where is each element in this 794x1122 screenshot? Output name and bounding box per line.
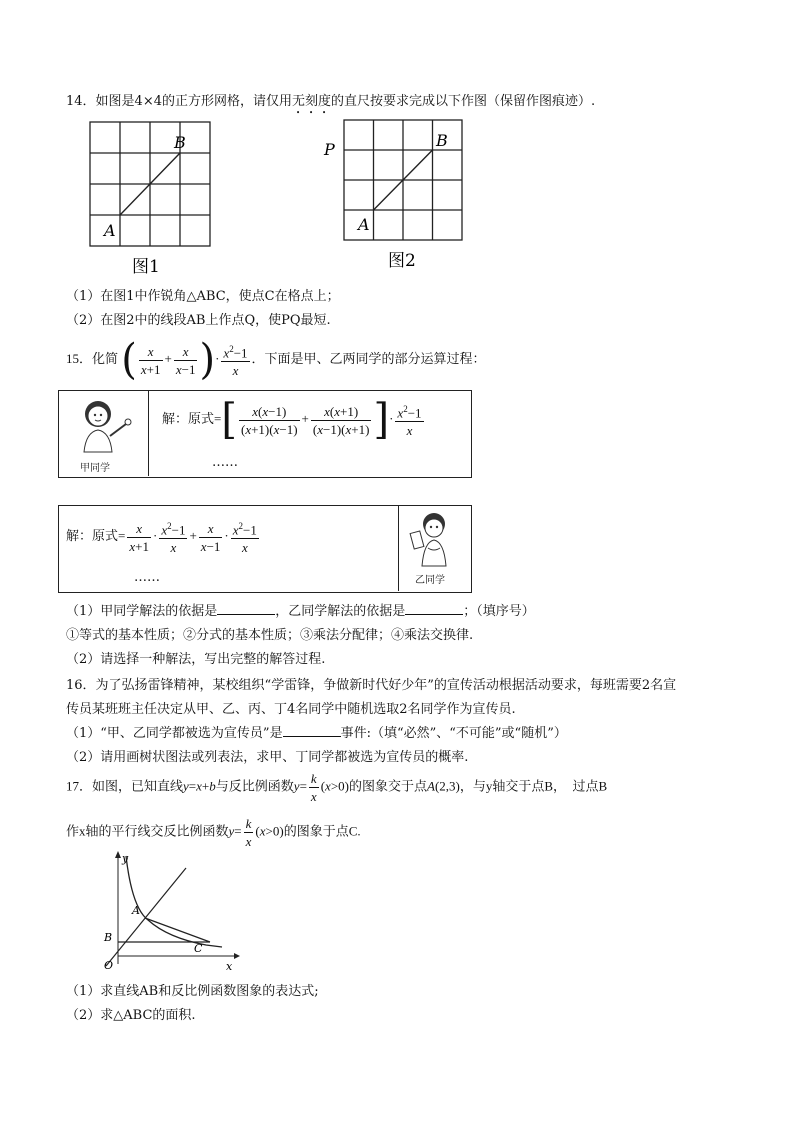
q16-part1: （1）“甲、乙同学都被选为宣传员”是 事件:（填“必然”、“不可能”或“随机”） [66, 726, 567, 741]
segment-ac [145, 918, 210, 942]
q17-graph [88, 848, 248, 972]
q17-part2: （2）求△ABC的面积. [66, 1008, 196, 1023]
figure-caption: 图1 [132, 257, 160, 277]
figure-caption: 图2 [388, 251, 416, 271]
q17-line1: 17．如图，已知直线y=x+b与反比例函数y= $\frac{k}{x}$ (x>0)的图象交于点A(2,3)，与y轴交于点B， 过点B [66, 771, 608, 804]
label-y: y [122, 852, 129, 865]
student-yi-label: 乙同学 [415, 575, 445, 586]
label-b: B [174, 133, 186, 152]
divider [148, 390, 149, 476]
q14-stem: 14．如图是4×4的正方形网格，请仅用无刻度的直尺按要求完成以下作图（保留作图痕迹）. [66, 94, 596, 109]
q14-part2: （2）在图2中的线段AB上作点Q，使PQ最短. [66, 313, 331, 328]
student-jia-avatar [68, 394, 142, 458]
q15-stem: 15．化简 ( $\frac{x}{x+1}$ + $\frac{x}{x-1}$ )· $\frac{x^2-1}{x}$ ．下面是甲、乙两同学的部分运算过程： [66, 335, 486, 385]
q17-line2: 作x轴的平行线交反比例函数y= $\frac{k}{x}$ (x>0)的图象于点C. [66, 816, 361, 849]
yi-ellipsis: …… [134, 570, 160, 585]
q15-part2: （2）请选择一种解法，写出完整的解答过程. [66, 652, 326, 667]
q16-part2: （2）请用画树状图法或列表法，求甲、丁同学都被选为宣传员的概率. [66, 750, 469, 765]
yi-expression: 解：原式= $\frac{x}{x+1}$ · $\frac{x^2-1}{x}$ + $\frac{x}{x-1}$ · $\frac{x^2-1}{x}$ [66, 518, 261, 556]
divider [398, 505, 399, 591]
jia-ellipsis: …… [212, 455, 238, 470]
label-o: O [104, 959, 114, 972]
q17-part1: （1）求直线AB和反比例函数图象的表达式; [66, 984, 319, 999]
hyperbola-curve [126, 856, 222, 947]
q14-figure-1 [82, 112, 212, 282]
x-axis-arrow-icon [234, 953, 240, 959]
label-b: B [104, 931, 113, 944]
label-a: A [104, 221, 116, 240]
q16-line2: 传员某班班主任决定从甲、乙、丙、丁4名同学中随机选取2名同学作为宣传员. [66, 702, 516, 717]
y-axis-arrow-icon [115, 851, 121, 858]
label-p: P [324, 140, 335, 159]
q15-part1: （1）甲同学解法的依据是 ，乙同学解法的依据是 ；（填序号） [66, 604, 535, 619]
q14-part1: （1）在图1中作锐角△ABC，使点C在格点上； [66, 289, 340, 304]
label-a: A [358, 215, 370, 234]
label-x: x [226, 960, 233, 972]
student-yi-avatar [404, 508, 464, 570]
jia-expression: 解：原式=[ $\frac{x(x-1)}{(x+1)(x-1)}$ + $\frac{x(x+1)}{(x-1)(x+1)}$ ]· $\frac{x^2-1}{x}$ [162, 395, 422, 445]
label-a: A [132, 904, 140, 917]
q15-options: ①等式的基本性质；②分式的基本性质；③乘法分配律；④乘法交换律. [66, 628, 474, 643]
q16-line1: 16．为了弘扬雷锋精神，某校组织“学雷锋，争做新时代好少年”的宣传活动根据活动要求，每班需要2名宣 [66, 678, 677, 693]
student-jia-label: 甲同学 [80, 463, 110, 474]
q14-figure-2 [320, 110, 470, 278]
label-c: C [194, 942, 203, 955]
label-b: B [436, 131, 448, 150]
